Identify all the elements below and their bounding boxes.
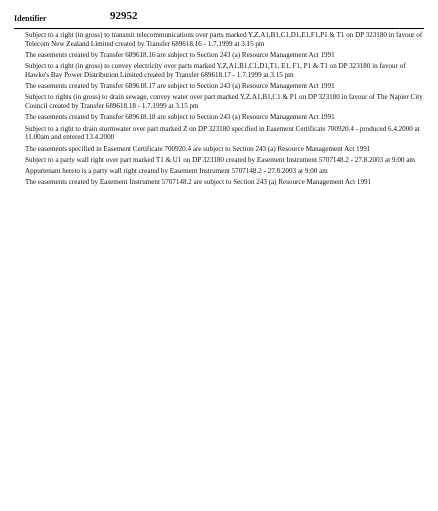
- list-item: Appurtenant hereto is a party wall right created by Easement Instrument 5707148.2 - 27.8.2003 at 9:00 am: [25, 166, 328, 175]
- list-item: The easements created by Transfer 689618.18 are subject to Section 243 (a) Resource Management Act 1991: [25, 113, 335, 122]
- list-item: The easements created by Transfer 689618.16 are subject to Section 243 (a) Resource Management Act 1991: [25, 50, 335, 59]
- list-item: The easements specified in Easement Certificate 700920.4 are subject to Section 243 (a) Resource Management Act 1991: [25, 144, 371, 153]
- header-divider: [14, 28, 424, 29]
- list-item: Subject to a right (in gross) to convey electricity over parts marked Y,Z,A1,B1,C1,D1,T1, E1, F1, P1 & T1 on DP 323180 in favour of Hawke's Bay Power Distribution Limited created by Transfer 689618.17 - 1.7.1999 at 3.15 pm: [25, 62, 406, 79]
- list-item: Subject to a party wall right over part marked T1 & U1 on DP 323180 created by Easement Instrument 5707148.2 - 27.8.2003 at 9:00 am: [25, 155, 415, 164]
- identifier-value: 92952: [110, 10, 138, 22]
- list-item: Subject to a right (in gross) to transmit telecommunications over parts marked Y,Z,A1,B1,C1,D1,E1,F1,P1 & T1 on DP 323180 in favour of Telecom New Zealand Limited created by Transfer 689618.16 - 1.7.1999 at 3.15 pm: [25, 31, 423, 48]
- document-header: [14, 10, 424, 26]
- list-item: The easements created by Easement Instrument 5707148.2 are subject to Section 243 (a) Resource Management Act 1991: [25, 178, 372, 187]
- interests-list: [25, 31, 425, 189]
- list-item: The easements created by Transfer 689618.17 are subject to Section 243 (a) Resource Management Act 1991: [25, 82, 335, 91]
- identifier-label: Identifier: [14, 14, 47, 23]
- list-item: Subject to a right to drain stormwater over part marked Z on DP 323180 specified in Easement Certificate 700920.4 - produced 6.4.2000 at 11.00am and entered 13.4.2000: [25, 124, 420, 142]
- list-item: Subject to rights (in gross) to drain sewage, convey water over part marked Y,Z,A1,B1,C1 & P1 on DP 323180 in favour of The Napier City Council created by Transfer 689618.18 - 1.7.1999 at 3.15 pm: [25, 93, 423, 111]
